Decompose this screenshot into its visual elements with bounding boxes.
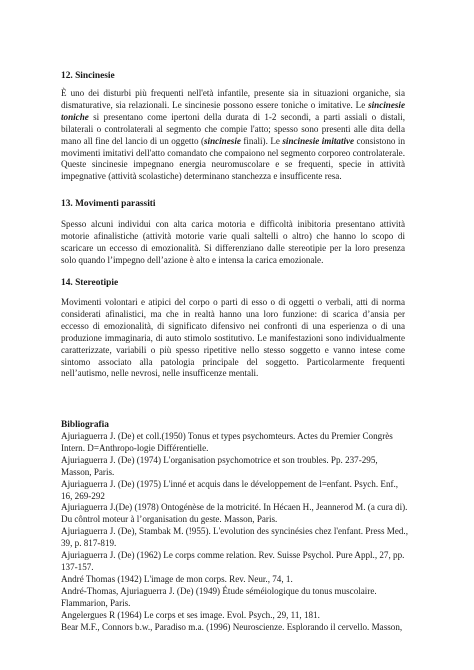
bibliography-entry: Bear M.F., Connors b.w., Paradiso m.a. (1996) Neuroscienze. Esplorando il cervello. Masson, — [61, 621, 403, 632]
bibliography-heading: Bibliografia — [61, 420, 109, 430]
bibliography-entry: Ajuriaguerra J. (De) et coll.(1950) Tonus et types psychomteurs. Actes du Premier Congrès Intern. D=Anthropo-logie Différentielle. — [61, 431, 393, 453]
s12-text-end: consistono in movimenti imitativi dell'atto comandato che compaiono nel segmento corporeo controlaterale. Queste sincinesie impegnano energia neuromuscolare e se frequenti, specie in attività impegnative (attività scolastiche) determinano stanchezza e insufficente resa. — [61, 135, 405, 182]
section-13-heading: 13. Movimenti parassiti — [61, 199, 156, 209]
section-12-heading: 12. Sincinesie — [61, 71, 115, 81]
bibliography-list — [61, 431, 409, 633]
bibliography-entry: André Thomas (1942) L'image de mon corps. Rev. Neur., 74, 1. — [61, 573, 293, 584]
bibliography-entry: André-Thomas, Ajuriaguerra J. (De) (1949) Étude séméiologique du tonus muscolaire. Flammarion, Paris. — [61, 585, 377, 608]
s12-emphasis-imitative: sincinesie imitative — [282, 135, 355, 146]
section-13-paragraph: Spesso alcuni individui con alta carica motoria e difficoltà inibitoria presentano attività motorie afinalistiche (attività motorie varie quali saltelli o altro) che hanno lo scopo di scaricare un eccesso di emozionalità. Si differenziano dalle stereotipie per la loro presenza solo quando l’impegno dell’azione è alto e intensa la carica emozionale. — [61, 219, 405, 265]
s12-text-mid2: finali). Le — [240, 135, 283, 146]
bibliography-entry: Ajuriaguerra J. (De), Stambak M. (!955). L'evolution des syncinésies chez l'enfant. Press Med., 39, p. 817-819. — [61, 526, 408, 549]
bibliography-entry: Ajuriaguerra J. (De) (1974) L'organisation psychomotrice et son troubles. Pp. 237-295, Masson, Paris. — [61, 454, 378, 477]
s12-text-mid1: si presentano come ipertoni della durata di 1-2 secondi, a parti assiali o distali, bilaterali o controlaterali al segmento che compie l'atto; spesso sono presenti alle dita della mano all fine del lancio di un oggetto ( — [61, 111, 405, 146]
section-14-heading: 14. Stereotipie — [61, 278, 119, 288]
section-12-paragraph — [61, 88, 405, 183]
s12-text-start: È uno dei disturbi più frequenti nell'età infantile, presente sia in situazioni organiche, sia dismaturative, sia relazionali. Le sincinesie possono essere toniche o imitative. Le — [61, 88, 405, 110]
bibliography-entry: Ajuriaguerra J.(De) (1978) Ontogénèse de la motricité. In Hécaen H., Jeannerod M. (a cura di). Du côntrol moteur à l’organisation du geste. Masson, Paris. — [61, 502, 408, 525]
bibliography-entry: Ajuriaguerra J. (De) (1962) Le corps comme relation. Rev. Suisse Psychol. Pure Appl., 27, pp. 137-157. — [61, 550, 405, 572]
s12-emphasis-finali: sincinesie — [204, 135, 241, 146]
bibliography-entry: Angelergues R (1964) Le corps et ses image. Evol. Psych., 29, 11, 181. — [61, 609, 320, 620]
bibliography-entry: Ajuriaguerra J. (De) (1975) L'inné et acquis dans le développement de l=enfant. Psych. Enf., 16, 269-292 — [61, 478, 399, 501]
s12-emphasis-toniche: sincinesie toniche — [61, 99, 405, 122]
section-14-paragraph: Movimenti volontari e atipici del corpo o parti di esso o di oggetti o verbali, atti di norma considerati afinalistici, ma che in realtà hanno una loro funzione: di scarica d’ansia per eccesso di emozionalità, di significato difensivo nei confronti di una esperienza o di una produzione immaginaria, di auto stimolo sostitutivo. Le manifestazioni sono individualmente caratterizzate, variabili o più spesso ripetitive nello stesso soggetto e vanno intese come sintomo associato alla patologia principale del soggetto. Particolarmente frequenti nell’autismo, nelle nevrosi, nelle insufficenze mentali. — [61, 297, 405, 379]
